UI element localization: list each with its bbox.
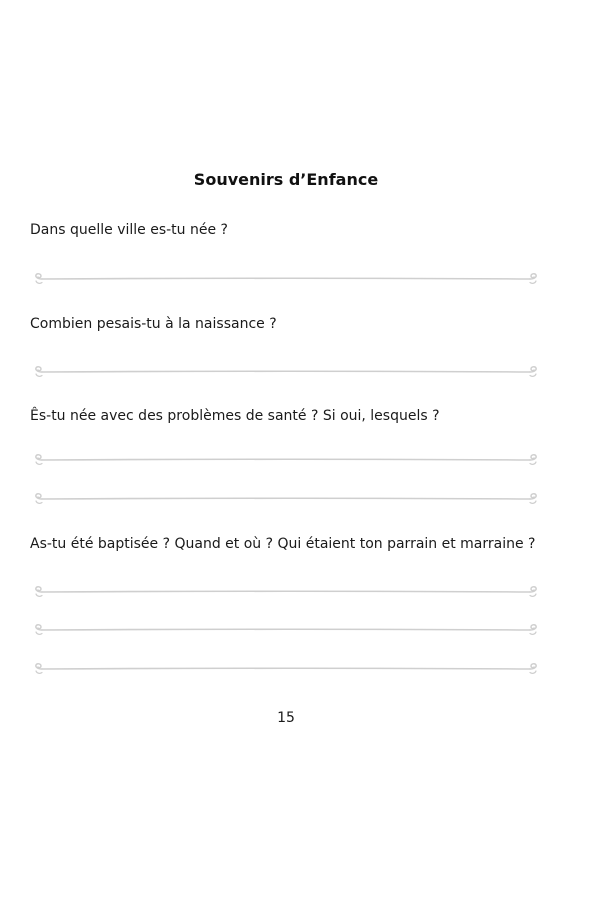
answer-line[interactable] <box>30 492 542 506</box>
question-birth-weight: Combien pesais-tu à la naissance ? <box>30 316 277 332</box>
decorative-line-ornament <box>30 453 542 467</box>
question-health-problems: Ês-tu née avec des problèmes de santé ? Si oui, lesquels ? <box>30 408 440 424</box>
answer-line[interactable] <box>30 272 542 286</box>
answer-line[interactable] <box>30 453 542 467</box>
page-title: Souvenirs d’Enfance <box>193 170 379 189</box>
answer-line[interactable] <box>30 585 542 599</box>
answer-line[interactable] <box>30 623 542 637</box>
decorative-line-ornament <box>30 585 542 599</box>
question-birth-city: Dans quelle ville es-tu née ? <box>30 222 228 238</box>
page-number: 15 <box>277 710 295 726</box>
decorative-line-ornament <box>30 492 542 506</box>
answer-line[interactable] <box>30 662 542 676</box>
question-baptism: As-tu été baptisée ? Quand et où ? Qui étaient ton parrain et marraine ? <box>30 536 536 552</box>
decorative-line-ornament <box>30 272 542 286</box>
decorative-line-ornament <box>30 662 542 676</box>
answer-line[interactable] <box>30 365 542 379</box>
decorative-line-ornament <box>30 623 542 637</box>
decorative-line-ornament <box>30 365 542 379</box>
